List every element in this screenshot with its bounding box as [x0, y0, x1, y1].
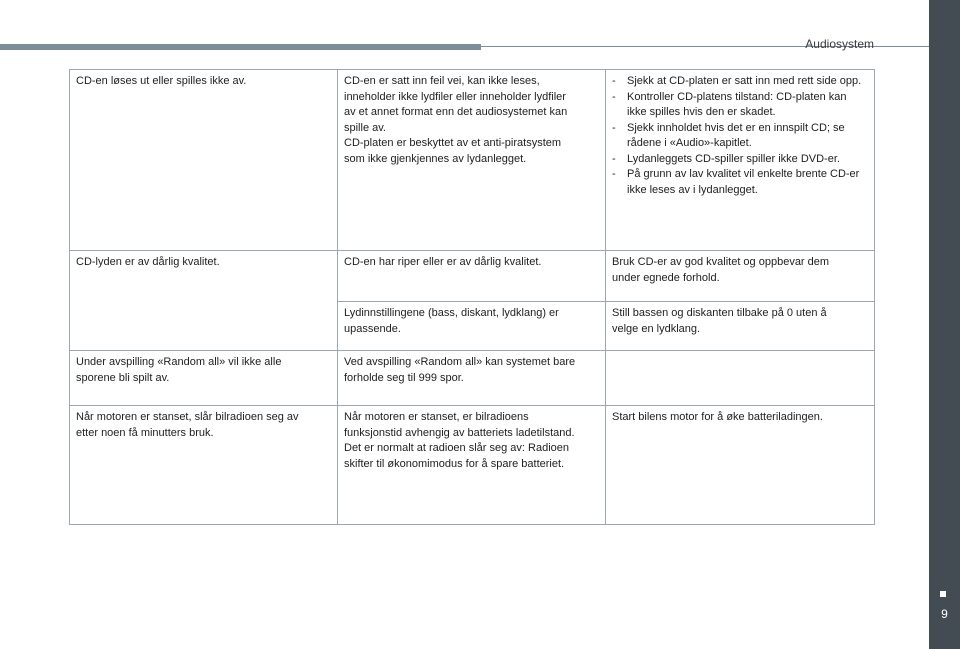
table-row: [70, 406, 875, 525]
list-item: - Sjekk innholdet hvis det er en innspilt CD; se rådene i «Audio»-kapitlet.: [612, 121, 868, 152]
table-row: [70, 351, 875, 406]
problem-text: Når motoren er stanset, slår bilradioen seg av etter noen få minutters bruk.: [76, 411, 299, 439]
problem-text: Under avspilling «Random all» vil ikke alle sporene bli spilt av.: [76, 356, 282, 384]
cause-cell: [338, 70, 606, 251]
cause-text: Lydinnstillingene (bass, diskant, lydklang) er upassende.: [344, 307, 559, 335]
solution-cell: [606, 351, 875, 406]
table-row: [70, 70, 875, 251]
solution-cell: [606, 70, 875, 251]
cause-text: Når motoren er stanset, er bilradioens funksjonstid avhengig av batteriets ladetilstand. Det er normalt at radioen slår seg av: Radioen skifter til økonomimodus for å spare batteriet.: [344, 411, 575, 470]
problem-cell: [70, 70, 338, 251]
cause-cell: [338, 406, 606, 525]
cause-cell: [338, 351, 606, 406]
cause-text: Ved avspilling «Random all» kan systemet bare forholde seg til 999 spor.: [344, 356, 576, 384]
problem-cell: [70, 351, 338, 406]
header-accent-bar: [0, 44, 481, 50]
cause-cell: [338, 251, 606, 302]
table-row: [70, 251, 875, 302]
side-strip: [929, 0, 960, 649]
list-item: - Kontroller CD-platens tilstand: CD-platen kan ikke spilles hvis den er skadet.: [612, 90, 868, 121]
solution-text: Still bassen og diskanten tilbake på 0 uten å velge en lydklang.: [612, 307, 827, 335]
problem-cell: [70, 251, 338, 351]
solution-list: [612, 74, 868, 198]
cause-text: CD-en er satt inn feil vei, kan ikke leses, inneholder ikke lydfiler eller inneholder lydfiler av et annet format enn det audiosystemet kan spille av. CD-platen er beskyttet av et anti-piratsystem som ikke gjenkjennes av lydanlegget.: [344, 75, 568, 165]
troubleshooting-table: [69, 69, 875, 525]
list-item: - Lydanleggets CD-spiller spiller ikke DVD-er.: [612, 152, 868, 168]
page-number: 9: [941, 607, 948, 621]
solution-text: Bruk CD-er av god kvalitet og oppbevar dem under egnede forhold.: [612, 256, 830, 284]
solution-text: Start bilens motor for å øke batteriladingen.: [612, 411, 823, 423]
problem-text: CD-en løses ut eller spilles ikke av.: [76, 75, 247, 87]
cause-cell: [338, 302, 606, 351]
solution-cell: [606, 302, 875, 351]
continue-marker-icon: [940, 591, 946, 597]
section-title: Audiosystem: [805, 37, 874, 51]
problem-cell: [70, 406, 338, 525]
solution-cell: [606, 251, 875, 302]
list-item: - Sjekk at CD-platen er satt inn med rett side opp.: [612, 74, 868, 90]
list-item: - På grunn av lav kvalitet vil enkelte brente CD-er ikke leses av i lydanlegget.: [612, 167, 868, 198]
solution-cell: [606, 406, 875, 525]
problem-text: CD-lyden er av dårlig kvalitet.: [76, 256, 220, 268]
cause-text: CD-en har riper eller er av dårlig kvalitet.: [344, 256, 542, 268]
